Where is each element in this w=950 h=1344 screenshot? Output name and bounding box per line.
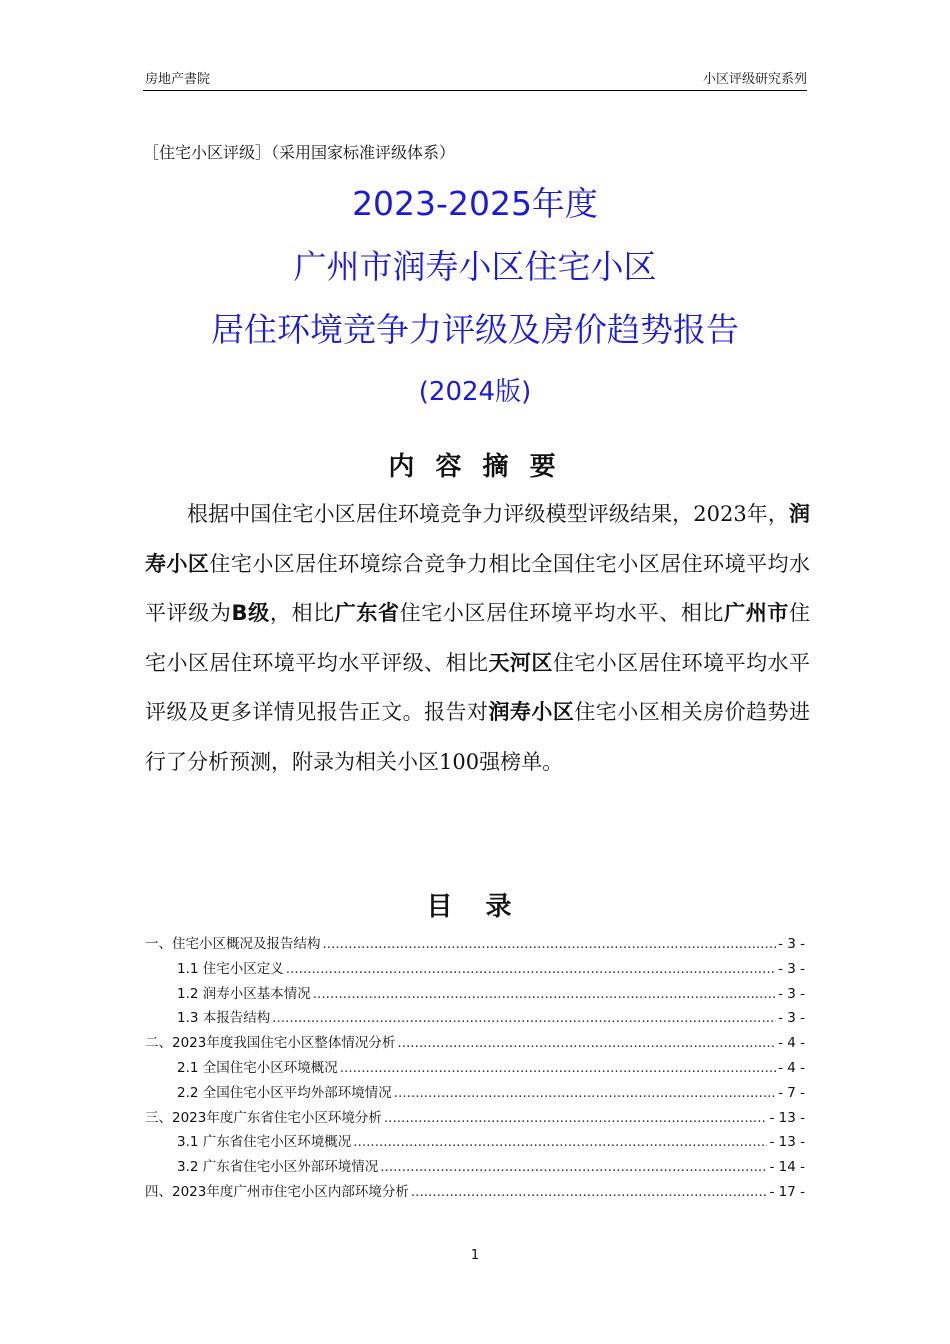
abstract-highlight: 广东省 <box>334 601 400 625</box>
toc-entry[interactable] <box>145 1006 805 1031</box>
report-title-edition: (2024版) <box>418 377 532 407</box>
abstract-text: ，相比 <box>269 601 335 625</box>
abstract-text: 住宅小区居住环境平均水平评级及更多详情见报告正文。报告对 <box>145 650 811 724</box>
toc-heading: 目 录 <box>426 892 524 922</box>
toc-entry[interactable] <box>145 1155 805 1180</box>
toc-entry-text: 一、住宅小区概况及报告结构 <box>145 936 321 952</box>
toc-entry-page: - 14 - <box>769 1159 805 1176</box>
toc-leader <box>323 936 777 952</box>
toc-entry-text: 四、2023年度广州市住宅小区内部环境分析 <box>145 1183 409 1200</box>
abstract-highlight: 天河区 <box>488 650 553 675</box>
toc-entry[interactable] <box>145 1106 805 1131</box>
toc-entry-text: 2.2 全国住宅小区平均外部环境情况 <box>177 1084 392 1101</box>
toc-entry-text: 1.3 本报告结构 <box>177 1010 271 1027</box>
abstract-highlight: B级 <box>231 601 270 625</box>
toc-entry-page: - 17 - <box>769 1183 805 1200</box>
toc-entry[interactable] <box>145 982 805 1007</box>
report-title-year: 2023-2025年度 <box>352 184 598 223</box>
toc-entry[interactable] <box>145 1180 805 1205</box>
table-of-contents <box>145 932 805 1205</box>
toc-entry[interactable] <box>145 1081 805 1106</box>
toc-entry-page: - 13 - <box>769 1109 805 1126</box>
toc-leader <box>411 1184 768 1200</box>
toc-leader <box>286 961 776 977</box>
toc-entry-page: - 3 - <box>778 936 805 952</box>
toc-leader <box>394 1085 776 1101</box>
toc-entry-text: 1.1 住宅小区定义 <box>177 960 284 977</box>
abstract-highlight: 广州市 <box>724 601 790 625</box>
toc-entry-page: - 7 - <box>778 1084 805 1101</box>
toc-entry-text: 三、2023年度广东省住宅小区环境分析 <box>145 1109 382 1126</box>
header-series: 小区评级研究系列 <box>702 72 807 87</box>
abstract-text: 住宅小区居住环境平均水平评级、相比 <box>145 601 811 675</box>
abstract-text: 住宅小区居住环境综合竞争力相比全国住宅小区居住环境平均水平评级为 <box>145 551 811 625</box>
toc-entry-page: - 3 - <box>778 985 805 1002</box>
abstract-text: 根据中国住宅小区居住环境竞争力评级模型评级结果，2023年， <box>187 502 789 526</box>
toc-entry-page: - 13 - <box>769 1134 805 1151</box>
abstract-text: 住宅小区居住环境平均水平、相比 <box>399 601 725 625</box>
toc-leader <box>340 1060 776 1076</box>
abstract-text: 住宅小区相关房价趋势进行了分析预测，附录为相关小区100强榜单。 <box>145 700 811 774</box>
page-number: 1 <box>470 1248 480 1263</box>
toc-entry-text: 2.1 全国住宅小区环境概况 <box>177 1059 338 1076</box>
abstract-body <box>145 490 810 787</box>
toc-entry-text: 1.2 润寿小区基本情况 <box>177 985 311 1002</box>
toc-entry[interactable] <box>145 957 805 982</box>
toc-entry-text: 3.1 广东省住宅小区环境概况 <box>177 1134 352 1151</box>
toc-leader <box>313 986 776 1002</box>
toc-entry-text: 二、2023年度我国住宅小区整体情况分析 <box>145 1035 396 1052</box>
toc-entry-page: - 3 - <box>778 960 805 977</box>
toc-leader <box>384 1110 768 1126</box>
toc-leader <box>380 1159 767 1175</box>
toc-entry[interactable] <box>145 1031 805 1056</box>
toc-entry-page: - 4 - <box>778 1035 805 1052</box>
abstract-highlight: 润寿小区 <box>145 502 810 576</box>
toc-entry-text: 3.2 广东省住宅小区外部环境情况 <box>177 1159 379 1176</box>
toc-entry-page: - 4 - <box>778 1059 805 1076</box>
abstract-heading: 内 容 摘 要 <box>388 452 562 482</box>
page-header <box>143 66 807 91</box>
category-tag: ［住宅小区评级］（采用国家标准评级体系） <box>143 143 456 162</box>
toc-leader <box>272 1010 776 1026</box>
toc-entry-page: - 3 - <box>778 1010 805 1027</box>
abstract-highlight: 润寿小区 <box>488 700 575 724</box>
header-publisher: 房地产書院 <box>145 72 211 87</box>
toc-leader <box>353 1134 767 1150</box>
toc-leader <box>397 1035 776 1051</box>
report-title-subject: 广州市润寿小区住宅小区 <box>293 247 657 286</box>
report-title-main: 居住环境竞争力评级及房价趋势报告 <box>211 310 739 349</box>
toc-entry[interactable] <box>145 1056 805 1081</box>
toc-entry[interactable] <box>145 1130 805 1155</box>
toc-entry[interactable] <box>145 932 805 957</box>
